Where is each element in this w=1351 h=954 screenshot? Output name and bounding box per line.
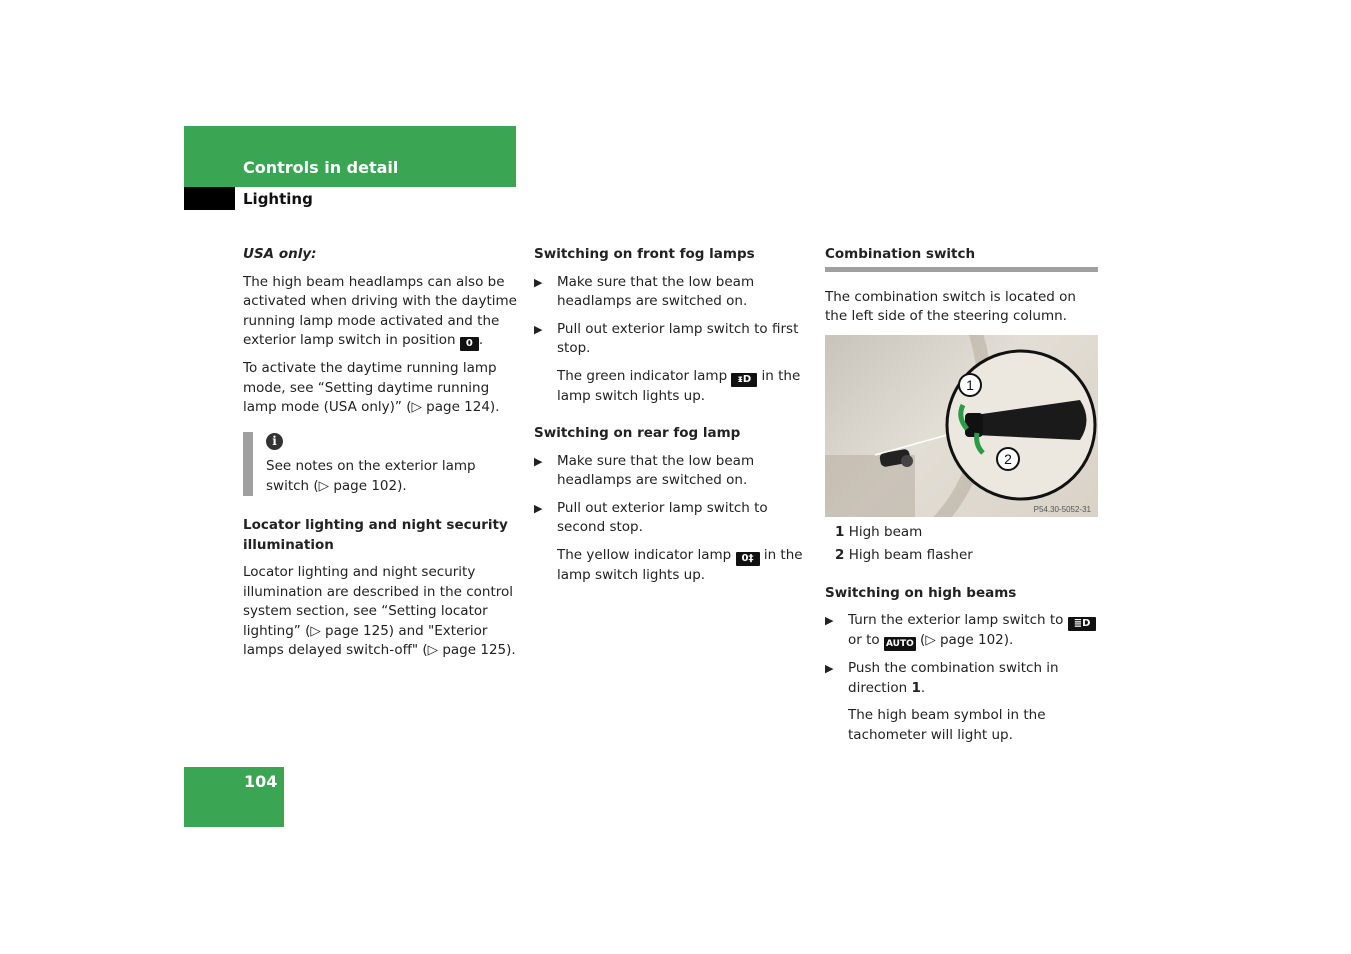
front-step-2 — [534, 320, 806, 359]
header-band — [184, 126, 516, 187]
rear-result-a: The yellow indicator lamp — [557, 546, 732, 563]
combination-switch-photo — [825, 335, 1098, 517]
low-beam-icon: ≣D — [1068, 617, 1097, 631]
legend-label: High beam flasher — [848, 547, 973, 563]
front-step-2-text: Pull out exterior lamp switch to first stop. — [557, 320, 799, 356]
bullet-icon: ▶ — [534, 454, 543, 468]
front-fog-heading: Switching on front fog lamps — [534, 246, 755, 262]
rear-step-2 — [534, 499, 806, 538]
usa-only-label: USA only: — [243, 246, 317, 262]
rear-fog-lamp-icon: 0‡ — [736, 552, 760, 566]
para1-end: . — [478, 332, 484, 348]
bullet-icon: ▶ — [534, 501, 543, 515]
section-title: Controls in detail — [243, 158, 399, 177]
legend-label: High beam — [848, 523, 923, 540]
column-right — [825, 245, 1098, 753]
rear-result — [534, 546, 806, 586]
bullet-icon: ▶ — [825, 662, 834, 675]
locator-paragraph: Locator lighting and night security illumination are described in the control system section, see “Setting locator lighting” (▷ page 125) and "Exterior lamps delayed switch-off" (▷ page 125). — [243, 564, 516, 658]
image-code: P54.30-5052-31 — [1033, 504, 1091, 514]
legend-num: 1 — [835, 523, 845, 540]
front-step-1-text: Make sure that the low beam headlamps are switched on. — [557, 273, 755, 309]
legend-item — [835, 546, 1098, 566]
note-bar — [243, 432, 253, 496]
combination-switch-paragraph: The combination switch is located on the left side of the steering column. — [825, 288, 1076, 324]
rear-result-b: in the lamp switch lights up. — [557, 546, 803, 583]
front-step-1 — [534, 273, 806, 312]
legend-num: 2 — [835, 547, 845, 563]
header-marker — [184, 187, 235, 210]
high-beams-heading: Switching on high beams — [825, 584, 1017, 601]
info-icon: i — [266, 433, 283, 450]
high-step-1-b: or to — [848, 632, 880, 648]
bullet-icon: ▶ — [825, 614, 834, 627]
callout-1: 1 — [966, 376, 974, 393]
info-note — [243, 432, 518, 497]
bullet-icon: ▶ — [534, 275, 543, 289]
rear-step-1-text: Make sure that the low beam headlamps are switched on. — [557, 452, 755, 488]
legend-item — [835, 523, 1098, 543]
high-step-2-a: Push the combination switch in direction — [848, 660, 1059, 696]
combination-switch-heading: Combination switch — [825, 245, 1098, 272]
bullet-icon: ▶ — [534, 322, 543, 336]
high-step-1 — [825, 611, 1098, 651]
page-number: 104 — [244, 772, 278, 791]
high-step-1-a: Turn the exterior lamp switch to — [848, 612, 1064, 628]
auto-icon: AUTO — [885, 639, 914, 649]
front-result-a: The green indicator lamp — [557, 367, 728, 384]
front-fog-lamp-icon: ᵻD — [731, 373, 757, 387]
high-result: The high beam symbol in the tachometer will light up. — [848, 707, 1046, 743]
high-beam-drl-paragraph — [243, 273, 518, 352]
note-text: See notes on the exterior lamp switch (▷ page 102). — [266, 458, 476, 494]
column-middle — [534, 245, 806, 593]
high-step-2-end: . — [920, 679, 926, 696]
rear-step-1 — [534, 452, 806, 491]
front-result-b: in the lamp switch lights up. — [557, 367, 801, 404]
rear-fog-heading: Switching on rear fog lamp — [534, 425, 741, 441]
drl-activation-paragraph: To activate the daytime running lamp mode, see “Setting daytime running lamp mode (USA only)” (▷ page 124). — [243, 360, 500, 415]
locator-heading: Locator lighting and night security illumination — [243, 517, 508, 553]
direction-num: 1 — [911, 679, 921, 696]
subsection-title: Lighting — [243, 190, 313, 208]
high-step-1-c: (▷ page 102). — [920, 632, 1014, 648]
switch-position-0-icon: 0 — [460, 337, 479, 351]
column-left — [243, 245, 518, 669]
front-result — [534, 367, 806, 407]
high-step-2 — [825, 659, 1098, 698]
switch-illustration — [825, 335, 1098, 517]
callout-2: 2 — [1004, 450, 1012, 467]
rear-step-2-text: Pull out exterior lamp switch to second stop. — [557, 499, 768, 535]
para1-text: The high beam headlamps can also be activated when driving with the daytime running lamp mode activated and the exterior lamp switch in position — [243, 273, 517, 348]
